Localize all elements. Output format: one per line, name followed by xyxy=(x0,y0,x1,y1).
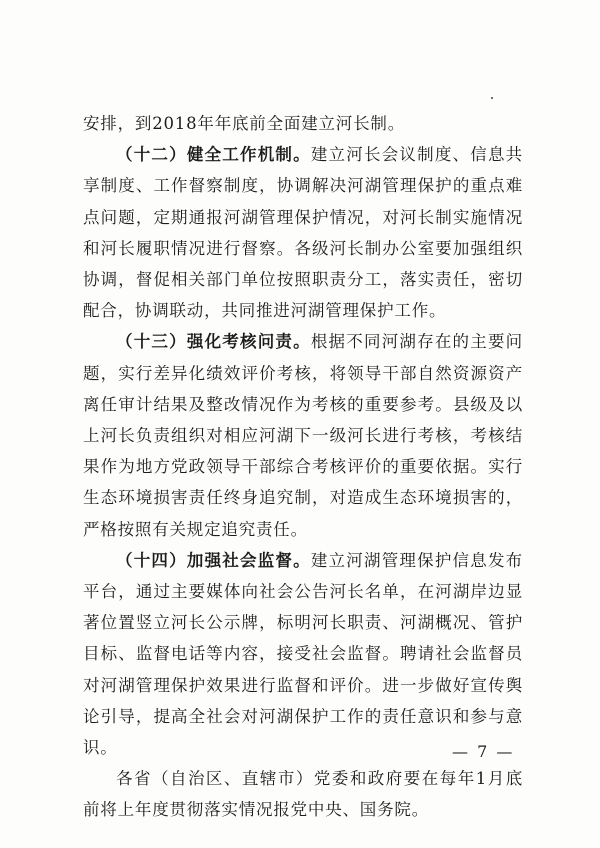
section-thirteen xyxy=(83,326,523,544)
page-number: — 7 — xyxy=(452,742,515,761)
section-twelve-body: 建立河长会议制度、信息共享制度、工作督察制度，协调解决河湖管理保护的重点难点问题，定期通报河湖管理保护情况，对河长制实施情况和河长履职情况进行督察。各级河长制办公室要加强组织协调，督促相关部门单位按照职责分工，落实责任，密切配合，协调联动，共同推进河湖管理保护工作。 xyxy=(83,145,523,321)
section-twelve xyxy=(83,139,523,326)
section-twelve-heading: （十二）健全工作机制。 xyxy=(116,145,311,165)
section-fourteen xyxy=(83,545,523,763)
closing-paragraph: 各省（自治区、直辖市）党委和政府要在每年1月底前将上年度贯彻落实情况报党中央、国务院。 xyxy=(83,769,523,820)
continuation-line: 安排，到2018年年底前全面建立河长制。 xyxy=(83,114,405,133)
section-thirteen-body: 根据不同河湖存在的主要问题，实行差异化绩效评价考核，将领导干部自然资源资产离任审计结果及整改情况作为考核的重要参考。县级及以上河长负责组织对相应河湖下一级河长进行考核，考核结果作为地方党政领导干部综合考核评价的重要依据。实行生态环境损害责任终身追究制，对造成生态环境损害的，严格按照有关规定追究责任。 xyxy=(83,332,523,539)
section-fourteen-body: 建立河湖管理保护信息发布平台，通过主要媒体向社会公告河长名单，在河湖岸边显著位置竖立河长公示牌，标明河长职责、河湖概况、管护目标、监督电话等内容，接受社会监督。聘请社会监督员对河湖管理保护效果进行监督和评价。进一步做好宣传舆论引导，提高全社会对河湖保护工作的责任意识和参与意识。 xyxy=(83,550,523,758)
scan-speck xyxy=(491,97,493,99)
section-fourteen-heading: （十四）加强社会监督。 xyxy=(116,550,311,570)
document-body xyxy=(83,108,523,826)
section-thirteen-heading: （十三）强化考核问责。 xyxy=(116,332,311,352)
